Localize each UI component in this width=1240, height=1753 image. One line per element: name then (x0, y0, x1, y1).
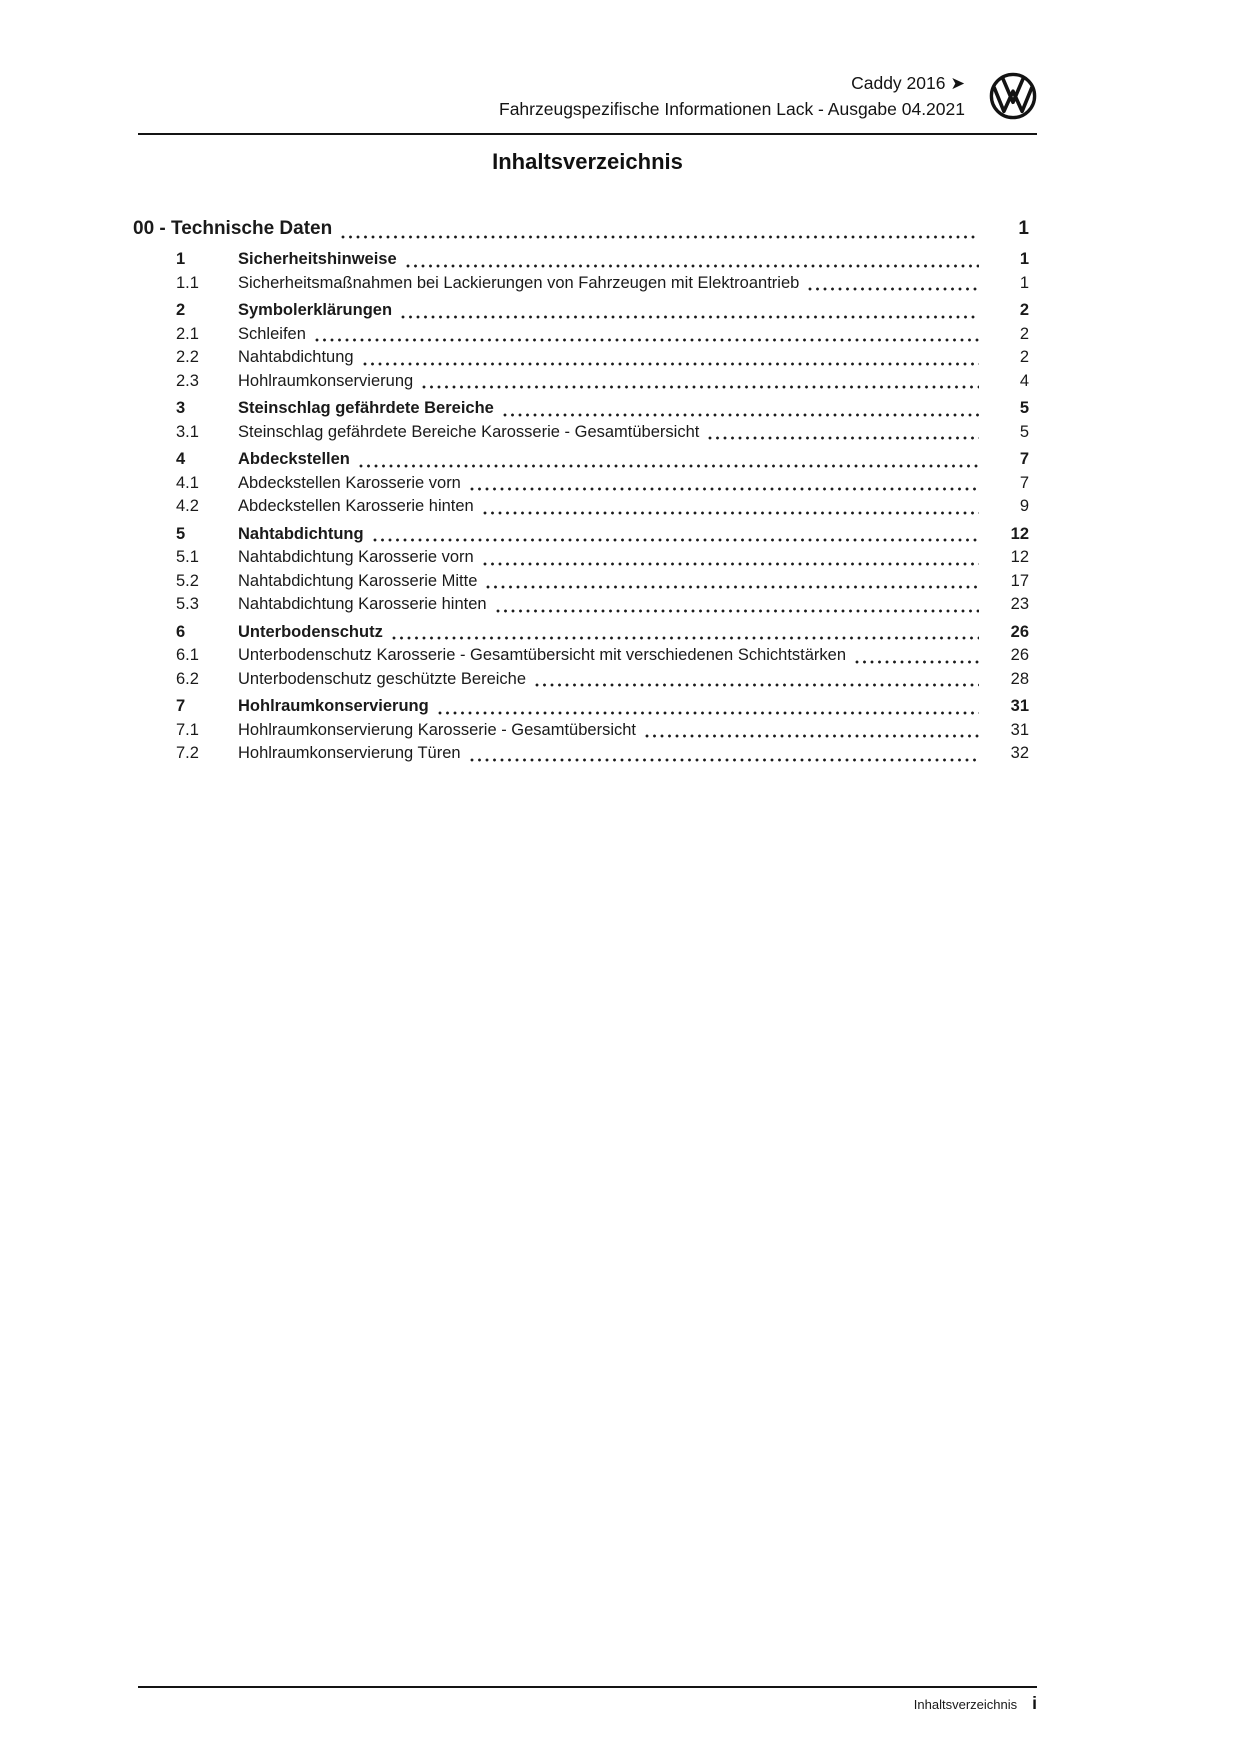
toc-entry-number: 6.2 (176, 669, 199, 688)
toc-leader-dots (808, 287, 979, 291)
toc-entry-number: 1.1 (176, 273, 199, 292)
toc-leader-dots (315, 338, 979, 342)
toc-leader-dots (486, 585, 979, 589)
page-title: Inhaltsverzeichnis (492, 149, 683, 174)
toc-entry-page: 17 (1010, 571, 1029, 590)
vw-logo-icon (989, 72, 1037, 120)
toc-entry[interactable] (133, 742, 1037, 766)
toc-entry[interactable] (133, 370, 1037, 394)
page-header (138, 70, 1037, 122)
toc-entry-title: Schleifen (238, 324, 306, 343)
toc-entry-number: 5.1 (176, 548, 199, 566)
toc-leader-dots (422, 385, 979, 389)
toc-leader-dots (496, 609, 979, 613)
toc-entry[interactable] (133, 421, 1037, 445)
footer-page-number: i (1032, 1693, 1037, 1713)
toc-entry[interactable] (133, 346, 1037, 370)
toc-entry[interactable] (133, 644, 1037, 668)
header-text-block (499, 70, 965, 122)
toc-leader-dots (392, 636, 979, 640)
toc-entry[interactable] (133, 299, 1037, 323)
toc-entry[interactable] (133, 448, 1037, 472)
toc-leader-dots (483, 562, 979, 566)
toc-entry-number: 1 (176, 250, 186, 268)
toc-entry-page: 5 (1019, 422, 1029, 441)
header-model-line: Caddy 2016 ➤ (851, 73, 965, 93)
toc-leader-dots (535, 683, 979, 687)
toc-entry[interactable] (133, 472, 1037, 496)
toc-entry-page: 26 (1010, 622, 1029, 641)
toc-entry-page: 28 (1010, 669, 1029, 688)
toc-entry[interactable] (133, 323, 1037, 347)
toc-leader-dots (341, 235, 979, 239)
toc-entry-title: Symbolerklärungen (238, 301, 393, 319)
toc-entry[interactable] (133, 397, 1037, 421)
table-of-contents (133, 213, 1037, 766)
toc-entry-title: Nahtabdichtung (238, 348, 354, 366)
toc-leader-dots (503, 413, 979, 417)
toc-entry[interactable] (133, 248, 1037, 272)
toc-entry-title: Unterbodenschutz (238, 622, 383, 641)
toc-entry-title: Steinschlag gefährdete Bereiche (238, 399, 494, 417)
page-footer (138, 1686, 1037, 1714)
toc-entry-title: Sicherheitshinweise (238, 250, 397, 268)
toc-entry[interactable] (133, 593, 1037, 617)
toc-entry-title: Nahtabdichtung Karosserie vorn (238, 548, 474, 566)
toc-entry-page: 4 (1019, 371, 1029, 390)
header-divider (138, 133, 1037, 135)
toc-entry-page: 12 (1010, 548, 1029, 566)
toc-entry[interactable] (133, 213, 1037, 244)
toc-entry-title: Unterbodenschutz Karosserie - Gesamtübersicht mit verschiedenen Schichtstärken (238, 646, 847, 664)
toc-entry-number: 7.1 (176, 720, 199, 739)
header-subtitle: Fahrzeugspezifische Informationen Lack - Ausgabe 04.2021 (499, 99, 965, 119)
toc-entry-number: 2.3 (176, 371, 199, 390)
toc-entry-title: Unterbodenschutz geschützte Bereiche (238, 669, 527, 688)
toc-entry-number: 3 (176, 399, 186, 417)
toc-entry-page: 5 (1019, 399, 1029, 417)
toc-entry[interactable] (133, 621, 1037, 645)
toc-entry-page: 2 (1019, 324, 1029, 343)
toc-entry-number: 6.1 (176, 646, 199, 664)
toc-entry-title: 00 - Technische Daten (133, 218, 333, 239)
toc-entry-number: 3.1 (176, 422, 199, 441)
toc-entry-number: 2.2 (176, 348, 199, 366)
toc-entry-number: 2.1 (176, 324, 199, 343)
toc-entry-page: 7 (1019, 450, 1029, 468)
toc-entry[interactable] (133, 668, 1037, 692)
toc-entry-page: 2 (1019, 301, 1029, 319)
toc-leader-dots (855, 660, 979, 664)
toc-entry-page: 1 (1019, 273, 1029, 292)
toc-entry-number: 5.2 (176, 571, 199, 590)
toc-entry-number: 5.3 (176, 595, 199, 613)
toc-leader-dots (406, 264, 979, 268)
toc-entry-title: Steinschlag gefährdete Bereiche Karosserie - Gesamtübersicht (238, 422, 700, 441)
toc-leader-dots (708, 436, 979, 440)
toc-entry-page: 32 (1010, 744, 1029, 762)
toc-entry-number: 5 (176, 524, 186, 543)
toc-entry-number: 6 (176, 622, 186, 641)
toc-entry-title: Nahtabdichtung Karosserie Mitte (238, 571, 478, 590)
toc-entry-page: 31 (1010, 697, 1029, 715)
toc-entry-title: Nahtabdichtung (238, 524, 364, 543)
toc-entry-number: 2 (176, 301, 186, 319)
toc-entry-number: 4 (176, 450, 186, 468)
toc-leader-dots (359, 464, 979, 468)
footer-label: Inhaltsverzeichnis (913, 1697, 1018, 1712)
toc-entry-title: Abdeckstellen (238, 450, 350, 468)
toc-entry-number: 4.2 (176, 497, 199, 515)
toc-entry-page: 31 (1010, 720, 1029, 739)
toc-entry[interactable] (133, 719, 1037, 743)
toc-entry-title: Hohlraumkonservierung Türen (238, 744, 461, 762)
toc-entry-page: 1 (1018, 218, 1029, 239)
toc-entry-number: 7.2 (176, 744, 199, 762)
toc-entry-page: 2 (1019, 348, 1029, 366)
toc-entry-page: 23 (1010, 595, 1029, 613)
toc-leader-dots (470, 758, 979, 762)
toc-entry-page: 7 (1019, 473, 1029, 492)
toc-entry-title: Hohlraumkonservierung (238, 371, 414, 390)
toc-entry-page: 9 (1019, 497, 1029, 515)
toc-entry-title: Abdeckstellen Karosserie hinten (238, 497, 474, 515)
toc-entry-title: Hohlraumkonservierung Karosserie - Gesamtübersicht (238, 720, 636, 739)
toc-entry-number: 7 (176, 697, 186, 715)
toc-entry[interactable] (133, 695, 1037, 719)
toc-leader-dots (483, 511, 979, 515)
toc-entry-page: 1 (1019, 250, 1029, 268)
toc-entry-title: Nahtabdichtung Karosserie hinten (238, 595, 487, 613)
toc-entry[interactable] (133, 523, 1037, 547)
toc-leader-dots (438, 711, 979, 715)
toc-entry-title: Abdeckstellen Karosserie vorn (238, 473, 461, 492)
toc-entry[interactable] (133, 570, 1037, 594)
toc-entry-title: Sicherheitsmaßnahmen bei Lackierungen von Fahrzeugen mit Elektroantrieb (238, 273, 800, 292)
footer-row (138, 1688, 1037, 1714)
toc-leader-dots (373, 538, 979, 542)
toc-entry[interactable] (133, 495, 1037, 519)
toc-entry-title: Hohlraumkonservierung (238, 697, 429, 715)
toc-entry-number: 4.1 (176, 473, 199, 492)
toc-leader-dots (363, 362, 979, 366)
toc-entry[interactable] (133, 546, 1037, 570)
toc-leader-dots (645, 734, 979, 738)
toc-entry-page: 12 (1010, 524, 1029, 543)
toc-entry-page: 26 (1010, 646, 1029, 664)
toc-leader-dots (470, 487, 979, 491)
toc-leader-dots (401, 315, 979, 319)
toc-entry[interactable] (133, 272, 1037, 296)
